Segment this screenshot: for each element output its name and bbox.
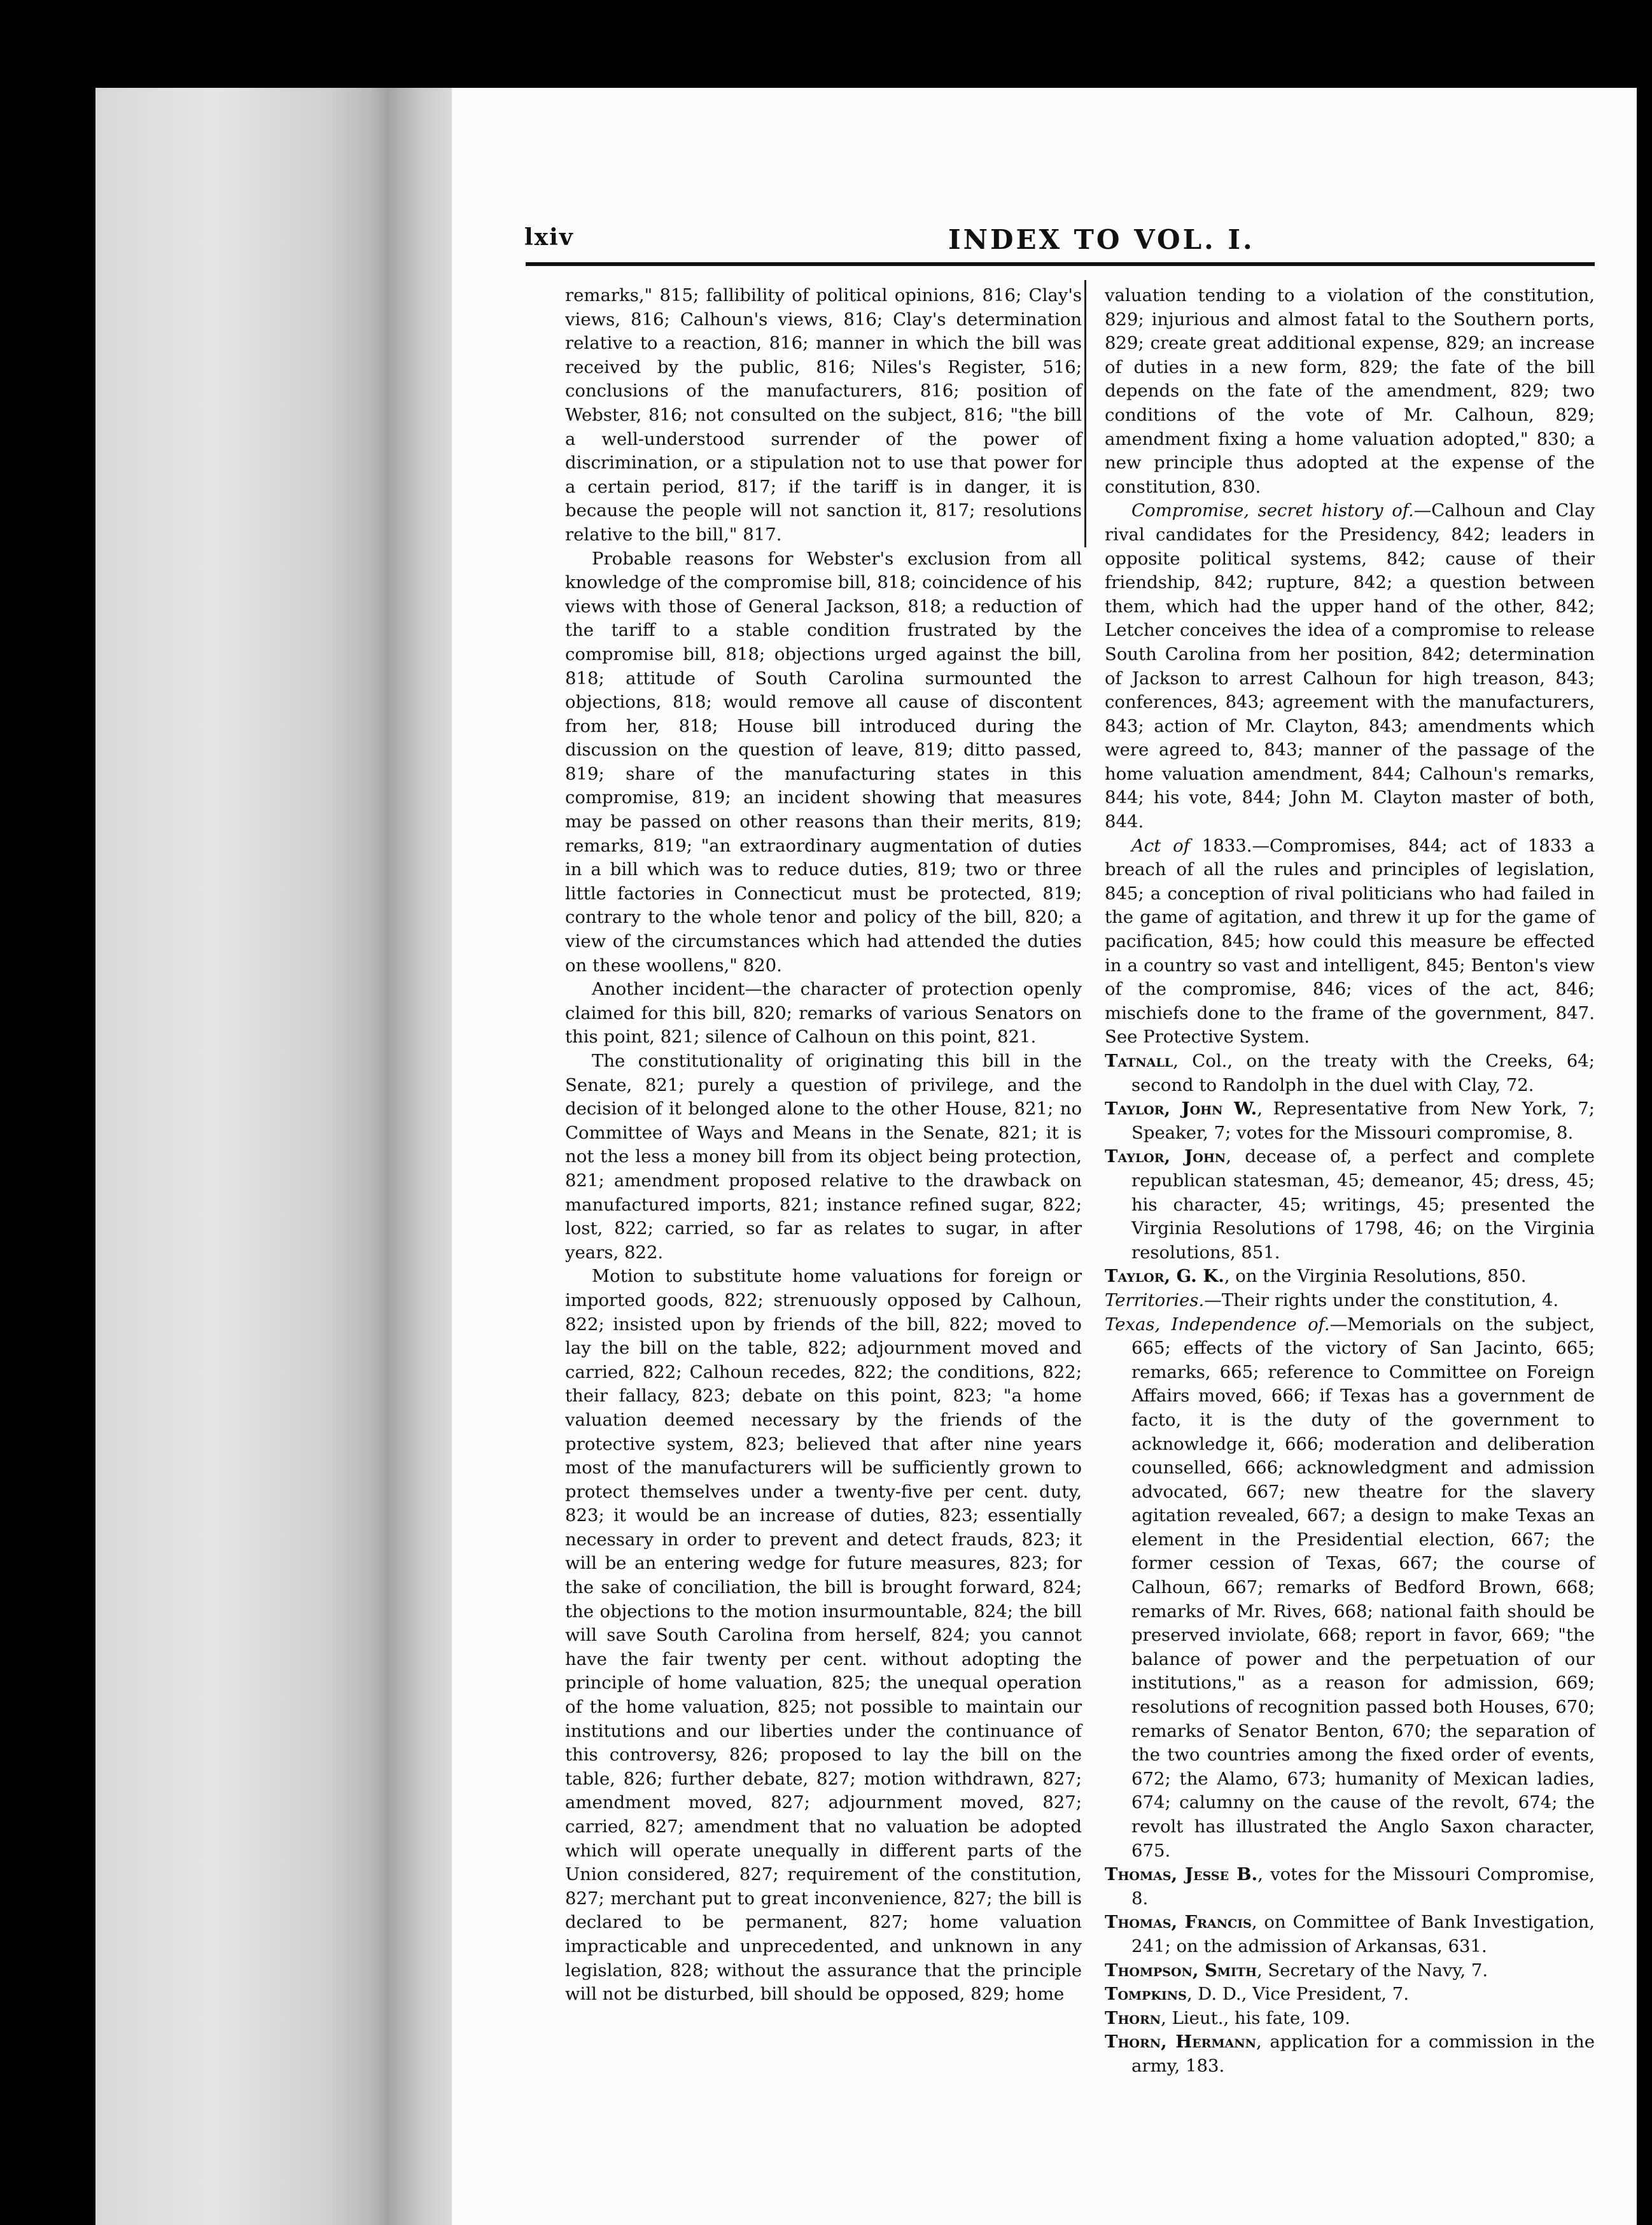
entry-heading: Taylor, G. K. xyxy=(1105,1266,1224,1287)
entry-heading: Texas, Independence of. xyxy=(1105,1314,1330,1335)
entry-heading: Taylor, John W. xyxy=(1105,1098,1257,1120)
entry-text: , decease of, a perfect and complete republican statesman, 45; demeanor, 45; dress, 45; his character, 45; writings, 45; presented the Virginia Resolutions of 1798, 46; on the Virginia resolutions, 851. xyxy=(1131,1146,1595,1263)
index-entry xyxy=(1105,1983,1595,2007)
entry-text: , on Committee of Bank Investigation, 241; on the admission of Arkansas, 631. xyxy=(1131,1912,1595,1956)
entry-text: , on the Virginia Resolutions, 850. xyxy=(1224,1266,1527,1287)
index-continuation: remarks," 815; fallibility of political opinions, 816; Clay's views, 816; Calhoun's views, 816; Clay's determination relative to a reaction, 816; manner in which the bill was received by the public, 816; Niles's Register, 516; conclusions of the manufacturers, 816; position of Webster, 816; not consulted on the subject, 816; "the bill a well-understood surrender of the power of discrimination, or a stipulation not to use that power for a certain period, 817; if the tariff is in danger, it is because the people will not sanction it, 817; resolutions relative to the bill," 817. xyxy=(565,285,1082,545)
subentry-text: 1833.—Compromises, 844; act of 1833 a breach of all the rules and principles of legislation, 845; a conception of rival politicians who had failed in the game of agitation, and threw it up for the game of pacification, 845; how could this measure be effected in a country so vast and intelligent, 845; Benton's view of the compromise, 846; vices of the act, 846; mischiefs done to the frame of the government, 847. See Protective System. xyxy=(1105,835,1595,1048)
entry-heading: Tatnall xyxy=(1105,1051,1173,1071)
entry-text: , Lieut., his fate, 109. xyxy=(1161,2007,1350,2028)
header-rule xyxy=(526,262,1595,266)
entry-heading: Territories. xyxy=(1105,1289,1205,1310)
page-number: lxiv xyxy=(524,224,574,251)
index-paragraph: The constitutionality of originating this bill in the Senate, 821; purely a question of privilege, and the decision of it belonged alone to the other House, 821; no Committee of Ways and Means in the Senate, 821; it is not the less a money bill from its object being protection, 821; amendment proposed relative to the drawback on manufactured imports, 821; instance refined sugar, 822; lost, 822; carried, so far as relates to sugar, in after years, 822. xyxy=(565,1051,1082,1263)
entry-heading: Taylor, John xyxy=(1105,1146,1226,1167)
subentry-text: —Calhoun and Clay rival candidates for the Presidency, 842; leaders in opposite political systems, 842; cause of their friendship, 842; rupture, 842; a question between them, which had the upper hand of the other, 842; Letcher conceives the idea of a compromise to release South Carolina from her position, 842; determination of Jackson to arrest Calhoun for high treason, 843; conferences, 843; agreement with the manufacturers, 843; action of Mr. Clayton, 843; amendments which were agreed to, 843; manner of the passage of the home valuation amendment, 844; Calhoun's remarks, 844; his vote, 844; John M. Clayton master of both, 844. xyxy=(1105,500,1595,832)
index-entry xyxy=(1105,2030,1595,2078)
entry-heading: Tompkins xyxy=(1105,1984,1187,2005)
subentry-heading: Compromise, secret history of. xyxy=(1131,500,1414,521)
entry-text: , application for a commission in the army, 183. xyxy=(1131,2032,1595,2076)
right-column xyxy=(1105,284,1595,2079)
index-entry xyxy=(1105,1049,1595,1097)
subentry-heading: Act of xyxy=(1131,835,1190,856)
left-column xyxy=(565,284,1082,2007)
index-subentry xyxy=(1105,834,1595,1049)
index-paragraph: Probable reasons for Webster's exclusion from all knowledge of the compromise bill, 818; coincidence of his views with those of General Jackson, 818; a reduction of the tariff to a stable condition frustrated by the compromise bill, 818; objections urged against the bill, 818; attitude of South Carolina surmounted the objections, 818; would remove all cause of discontent from her, 818; House bill introduced during the discussion on the question of leave, 819; ditto passed, 819; share of the manufacturing states in this compromise, 819; an incident showing that measures may be passed on other reasons than their merits, 819; remarks, 819; "an extraordinary augmentation of duties in a bill which was to reduce duties, 819; two or three little factories in Connecticut must be protected, 819; contrary to the whole tenor and policy of the bill, 820; a view of the circumstances which had attended the duties on these woollens," 820. xyxy=(565,548,1082,976)
index-entry xyxy=(1105,1959,1595,1983)
continuation-text: valuation tending to a violation of the constitution, 829; injurious and almost fatal to the Southern ports, 829; create great additional expense, 829; an increase of duties in a new form, 829; the fate of the bill depends on the fate of the amendment, 829; two conditions of the vote of Mr. Calhoun, 829; amendment fixing a home valuation adopted," 830; a new principle thus adopted at the expense of the constitution, 830. xyxy=(1105,285,1595,497)
entry-heading: Thomas, Jesse B. xyxy=(1105,1864,1258,1885)
index-entry xyxy=(1105,1863,1595,1911)
entry-text: —Their rights under the constitution, 4. xyxy=(1204,1289,1559,1310)
index-entry xyxy=(1105,1097,1595,1145)
running-head: INDEX TO VOL. I. xyxy=(948,224,1255,255)
index-entry xyxy=(1105,1289,1595,1313)
index-entry xyxy=(1105,1145,1595,1265)
index-continuation xyxy=(1105,284,1595,499)
entry-heading: Thompson, Smith xyxy=(1105,1960,1257,1981)
entry-heading: Thomas, Francis xyxy=(1105,1912,1252,1933)
index-entry xyxy=(1105,1911,1595,1958)
index-entry xyxy=(1105,1313,1595,1864)
entry-text: , Representative from New York, 7; Speaker, 7; votes for the Missouri compromise, 8. xyxy=(1131,1098,1595,1143)
entry-text: , Secretary of the Navy, 7. xyxy=(1256,1960,1488,1981)
column-rule xyxy=(1084,280,1086,547)
index-subentry xyxy=(1105,499,1595,834)
index-paragraph: Another incident—the character of protection openly claimed for this bill, 820; remarks of various Senators on this point, 821; silence of Calhoun on this point, 821. xyxy=(565,979,1082,1048)
entry-text: , votes for the Missouri Compromise, 8. xyxy=(1131,1864,1595,1909)
entry-text: , D. D., Vice President, 7. xyxy=(1186,1984,1409,2005)
entry-heading: Thorn, Hermann xyxy=(1105,2032,1256,2053)
book-gutter xyxy=(95,88,395,2225)
entry-heading: Thorn xyxy=(1105,2007,1161,2028)
index-entry xyxy=(1105,1265,1595,1289)
index-entry xyxy=(1105,2007,1595,2031)
index-paragraph: Motion to substitute home valuations for foreign or imported goods, 822; strenuously opposed by Calhoun, 822; insisted upon by friends of the bill, 822; moved to lay the bill on the table, 822; adjournment moved and carried, 822; Calhoun recedes, 822; the conditions, 822; their fallacy, 823; debate on this point, 823; "a home valuation deemed necessary by the friends of the protective system, 823; believed that after nine years most of the manufacturers will be sufficiently grown to protect themselves under a twenty-five per cent. duty, 823; it would be an increase of duties, 823; essentially necessary in order to prevent and detect frauds, 823; it will be an entering wedge for future measures, 823; for the sake of conciliation, the bill is brought forward, 824; the objections to the motion insurmountable, 824; the bill will save South Carolina from herself, 824; you cannot have the fair twenty per cent. without adopting the principle of home valuation, 825; the unequal operation of the home valuation, 825; not possible to maintain our institutions and our liberties under the continuance of this controversy, 826; proposed to lay the bill on the table, 826; further debate, 827; motion withdrawn, 827; amendment moved, 827; adjournment moved, 827; carried, 827; amendment that no valuation be adopted which will operate unequally in different parts of the Union considered, 827; requirement of the constitution, 827; merchant put to great inconvenience, 827; the bill is declared to be permanent, 827; home valuation impracticable and unprecedented, and unknown in any legislation, 828; without the assurance that the principle will not be disturbed, bill should be opposed, 829; home xyxy=(565,1266,1082,2005)
entry-text: —Memorials on the subject, 665; effects of the victory of San Jacinto, 665; remarks, 665; reference to Committee on Foreign Affairs moved, 666; if Texas has a government de facto, it is the duty of the government to acknowledge it, 666; moderation and deliberation counselled, 666; acknowledgment and admission advocated, 667; new theatre for the slavery agitation revealed, 667; a design to make Texas an element in the Presidential election, 667; the former cession of Texas, 667; the course of Calhoun, 667; remarks of Bedford Brown, 668; remarks of Mr. Rives, 668; national faith should be preserved inviolate, 668; report in favor, 669; "the balance of power and the perpetuation of our institutions," as a reason for admission, 669; resolutions of recognition passed both Houses, 670; remarks of Senator Benton, 670; the separation of the two countries among the fixed order of events, 672; the Alamo, 673; humanity of Mexican ladies, 674; calumny on the cause of the revolt, 674; the revolt has illustrated the Anglo Saxon character, 675. xyxy=(1131,1314,1595,1861)
entry-text: , Col., on the treaty with the Creeks, 64; second to Randolph in the duel with Clay, 72. xyxy=(1131,1051,1595,1095)
